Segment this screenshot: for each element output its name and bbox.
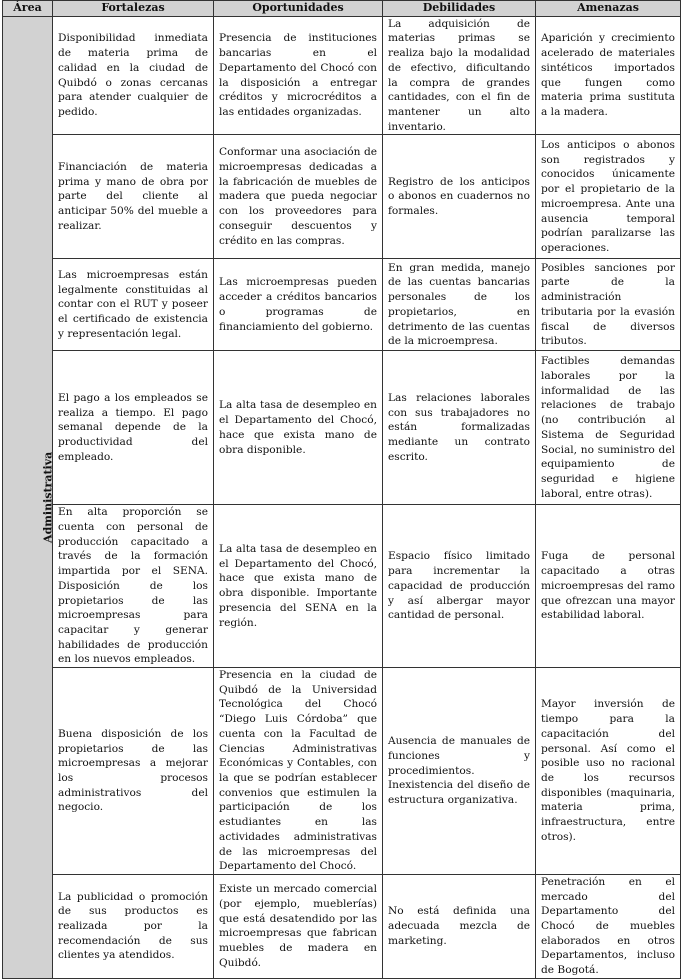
table-row <box>3 351 681 505</box>
table-row <box>3 16 681 135</box>
table-row <box>3 505 681 668</box>
fortaleza-cell: El pago a los empleados se realiza a tiempo. El pago semanal depende de la productividad del empleado. <box>53 351 214 505</box>
area-cell <box>3 16 53 978</box>
amenaza-cell: Fuga de personal capacitado a otras microempresas del ramo que ofrezcan una mayor estabilidad laboral. <box>536 505 681 668</box>
amenaza-cell: Mayor inversión de tiempo para la capacitación del personal. Así como el posible uso no racional de los recursos disponibles (maquinaria, materia prima, infraestructura, entre otros). <box>536 668 681 875</box>
table-row <box>3 135 681 259</box>
oportunidad-cell: La alta tasa de desempleo en el Departamento del Chocó, hace que exista mano de obra disponible. <box>214 351 383 505</box>
amenaza-cell: Factibles demandas laborales por la informalidad de las relaciones de trabajo (no contribución al Sistema de Seguridad Social, no suministro del equipamiento de seguridad e higiene laboral, entre otras). <box>536 351 681 505</box>
header-amenazas: Amenazas <box>536 1 681 17</box>
debilidad-cell: En gran medida, manejo de las cuentas bancarias personales de los propietarios, en detrimento de las cuentas de la microempresa. <box>383 259 536 351</box>
debilidad-cell: No está definida una adecuada mezcla de marketing. <box>383 874 536 978</box>
swot-table <box>2 0 681 979</box>
debilidad-cell: Espacio físico limitado para incrementar la capacidad de producción y así albergar mayor cantidad de personal. <box>383 505 536 668</box>
header-fortalezas: Fortalezas <box>53 1 214 17</box>
fortaleza-cell: La publicidad o promoción de sus productos es realizada por la recomendación de sus clientes ya atendidos. <box>53 874 214 978</box>
area-label: Administrativa <box>41 451 55 543</box>
amenaza-cell: Penetración en el mercado del Departamento del Chocó de muebles elaborados en otros Departamentos, incluso de Bogotá. <box>536 874 681 978</box>
header-oportunidades: Oportunidades <box>214 1 383 17</box>
oportunidad-cell: Existe un mercado comercial (por ejemplo, mueblerías) que está desatendido por las microempresas que fabrican muebles de madera en Quibdó. <box>214 874 383 978</box>
oportunidad-cell: La alta tasa de desempleo en el Departamento del Chocó, hace que exista mano de obra disponible. Importante presencia del SENA en la región. <box>214 505 383 668</box>
header-area: Área <box>3 1 53 17</box>
fortaleza-cell: Disponibilidad inmediata de materia prima de calidad en la ciudad de Quibdó o zonas cercanas para atender cualquier de pedido. <box>53 16 214 135</box>
fortaleza-cell: Las microempresas están legalmente constituidas al contar con el RUT y poseer el certificado de existencia y representación legal. <box>53 259 214 351</box>
amenaza-cell: Aparición y crecimiento acelerado de materiales sintéticos importados que fungen como materia prima sustituta a la madera. <box>536 16 681 135</box>
table-row <box>3 259 681 351</box>
fortaleza-cell: Buena disposición de los propietarios de las microempresas a mejorar los procesos administrativos del negocio. <box>53 668 214 875</box>
debilidad-cell: Las relaciones laborales con sus trabajadores no están formalizadas mediante un contrato escrito. <box>383 351 536 505</box>
oportunidad-cell: Presencia de instituciones bancarias en el Departamento del Chocó con la disposición a entregar créditos y microcréditos a las entidades organizadas. <box>214 16 383 135</box>
table-row <box>3 874 681 978</box>
amenaza-cell: Los anticipos o abonos son registrados y conocidos únicamente por el propietario de la microempresa. Ante una ausencia temporal podrían paralizarse las operaciones. <box>536 135 681 259</box>
debilidad-cell: Ausencia de manuales de funciones y procedimientos. Inexistencia del diseño de estructura organizativa. <box>383 668 536 875</box>
table-row <box>3 668 681 875</box>
header-row <box>3 1 681 17</box>
oportunidad-cell: Las microempresas pueden acceder a créditos bancarios o programas de financiamiento del gobierno. <box>214 259 383 351</box>
fortaleza-cell: En alta proporción se cuenta con personal de producción capacitado a través de la formación impartida por el SENA. Disposición de los propietarios de las microempresas para capacitar y generar habilidades de producción en los nuevos empleados. <box>53 505 214 668</box>
debilidad-cell: Registro de los anticipos o abonos en cuadernos no formales. <box>383 135 536 259</box>
debilidad-cell: La adquisición de materias primas se realiza bajo la modalidad de efectivo, dificultando la compra de grandes cantidades, con el fin de mantener un alto inventario. <box>383 16 536 135</box>
fortaleza-cell: Financiación de materia prima y mano de obra por parte del cliente al anticipar 50% del mueble a realizar. <box>53 135 214 259</box>
oportunidad-cell: Presencia en la ciudad de Quibdó de la Universidad Tecnológica del Chocó “Diego Luis Córdoba” que cuenta con la Facultad de Ciencias Administrativas Económicas y Contables, con la que se podrían establecer convenios que estimulen la participación de los estudiantes en las actividades administrativas de las microempresas del Departamento del Chocó. <box>214 668 383 875</box>
amenaza-cell: Posibles sanciones por parte de la administración tributaria por la evasión fiscal de diversos tributos. <box>536 259 681 351</box>
oportunidad-cell: Conformar una asociación de microempresas dedicadas a la fabricación de muebles de madera que pueda negociar con los proveedores para conseguir descuentos y crédito en las compras. <box>214 135 383 259</box>
header-debilidades: Debilidades <box>383 1 536 17</box>
